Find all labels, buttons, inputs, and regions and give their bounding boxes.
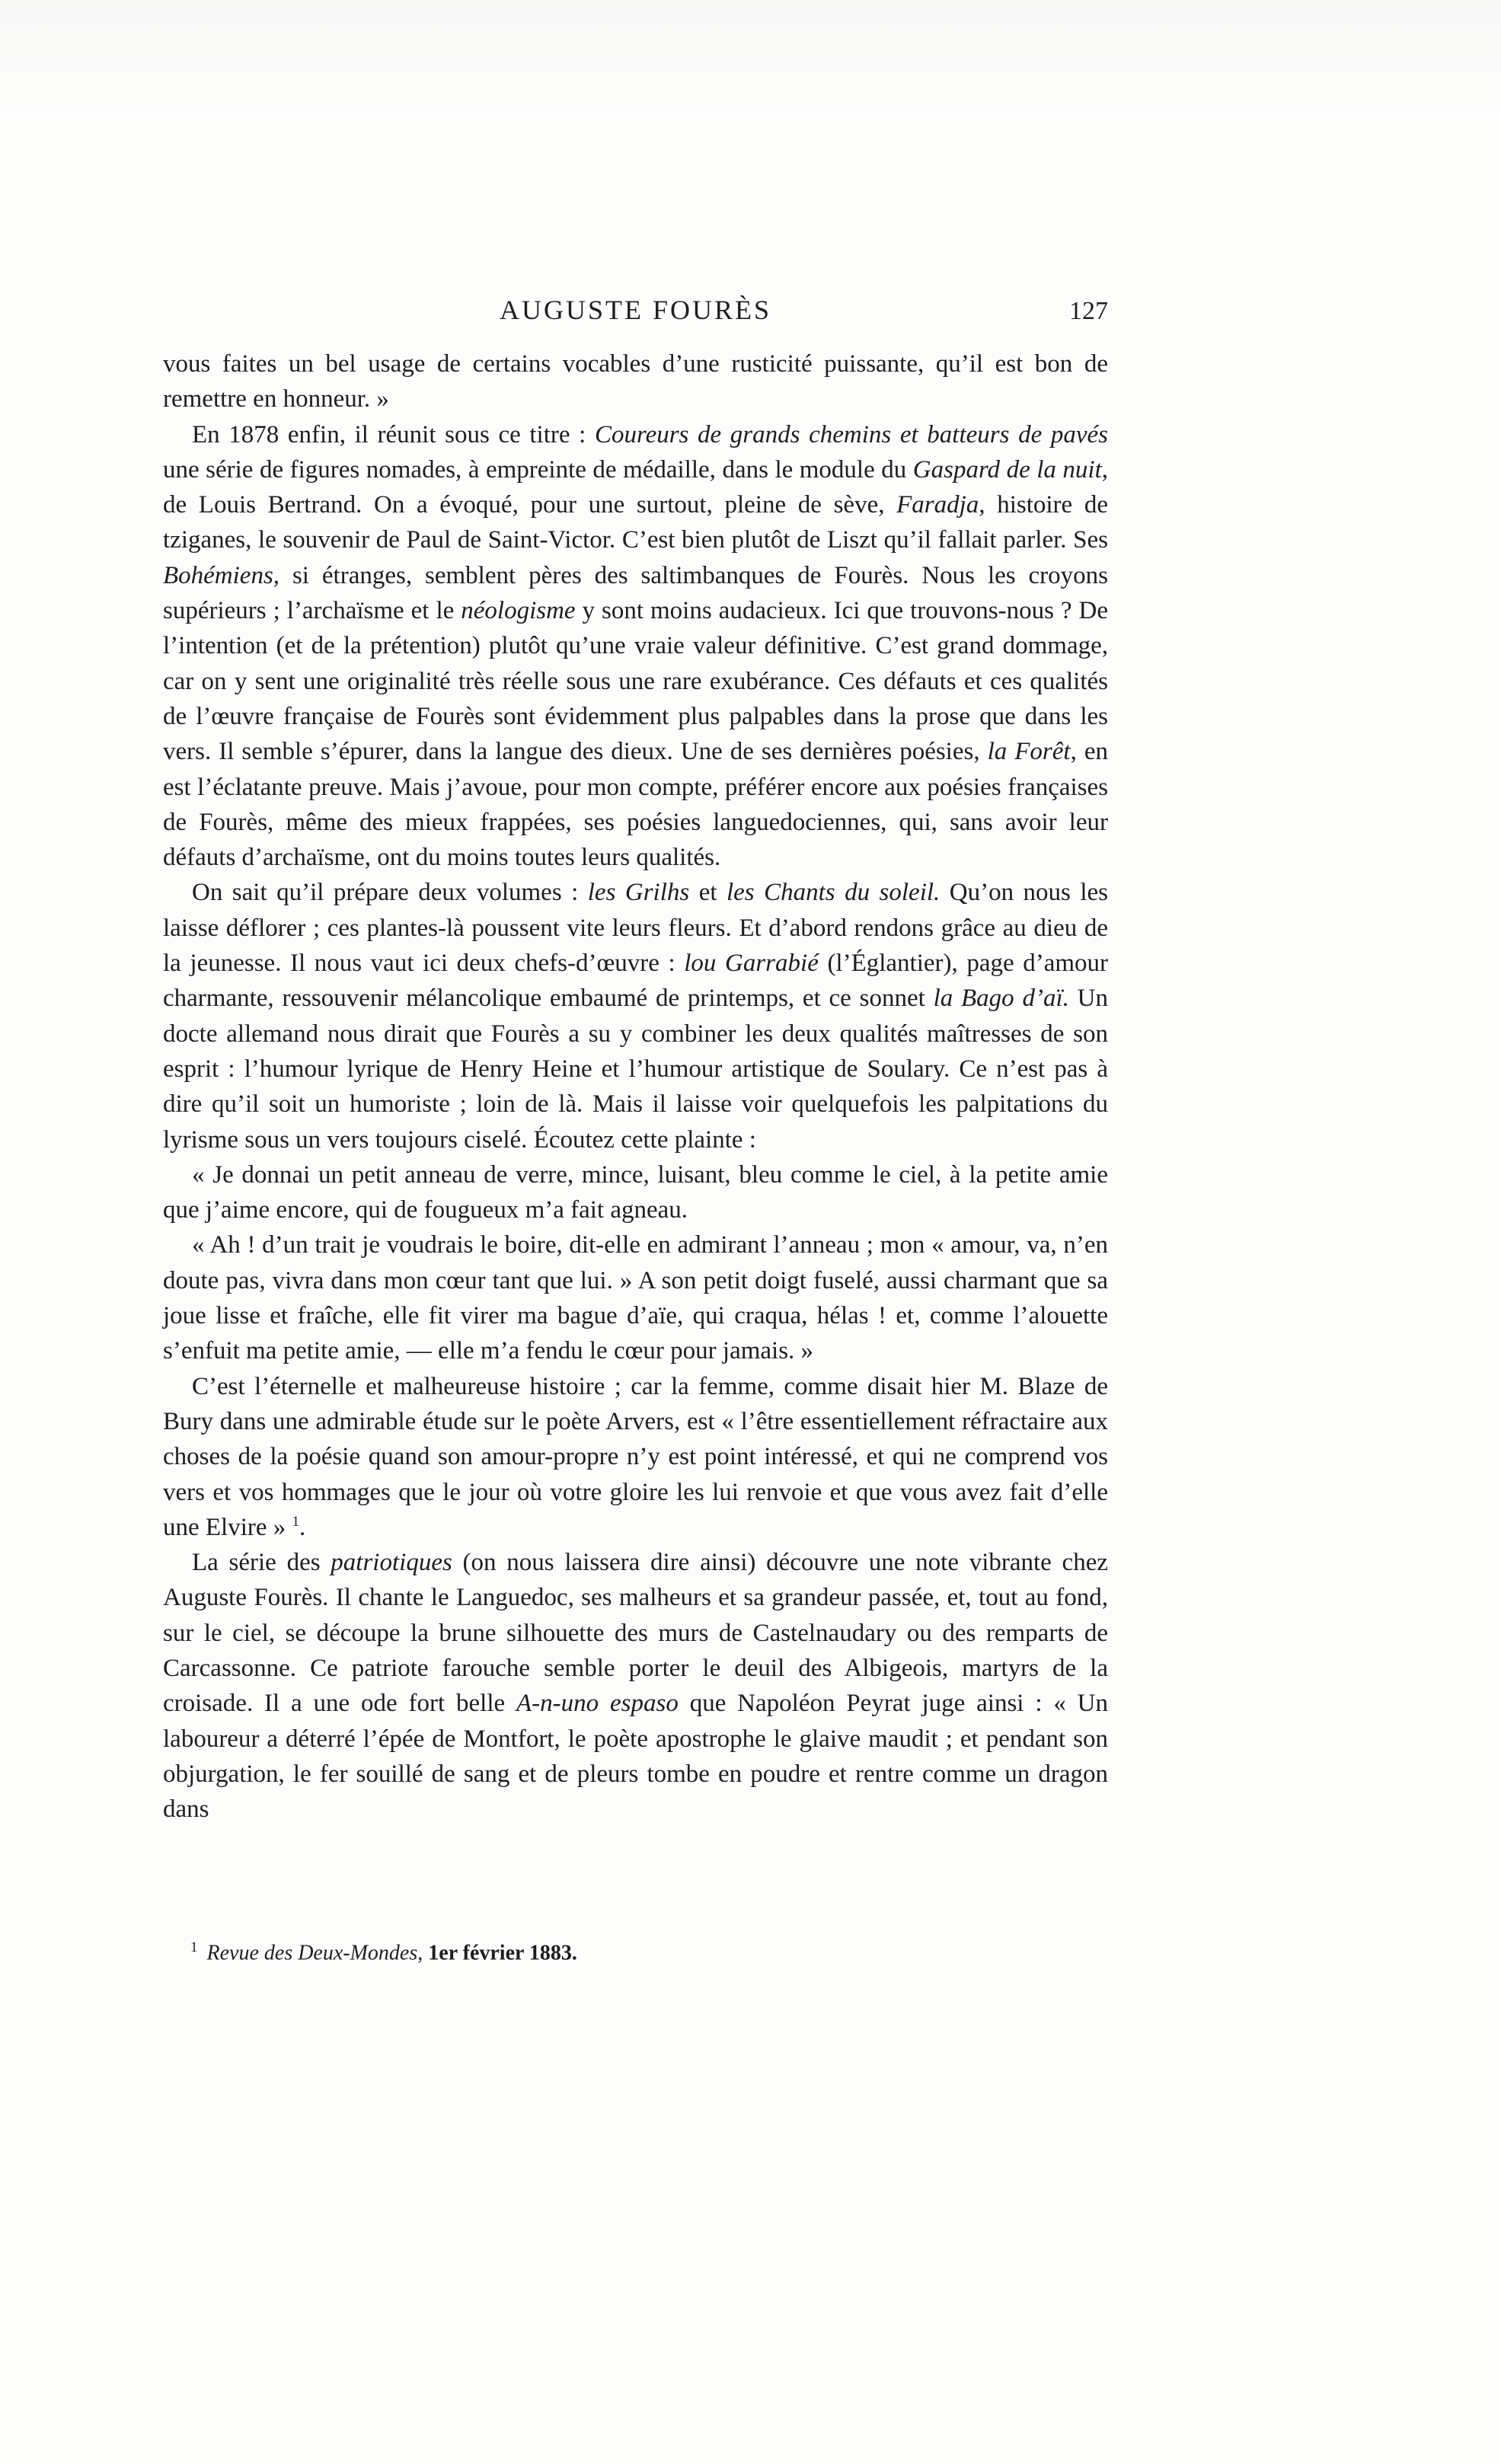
text-run: (l’Églantier), page d’amour charmante, ressouvenir mélancolique embaumé de printemps, et ce sonnet <box>163 950 1109 1013</box>
text-run: La série des <box>192 1549 331 1577</box>
scan-noise <box>0 0 1501 122</box>
body-text <box>163 346 1108 1827</box>
term-neologisme: néologisme <box>461 597 576 625</box>
text-run: , histoire de tziganes, le souvenir de Paul de Saint-Victor. C’est bien plutôt de Liszt qu’il fallait parler. Ses <box>163 491 1108 554</box>
footnote-marker: 1 <box>190 1939 198 1955</box>
title-bago-dai: la Bago d’aï. <box>933 985 1069 1013</box>
paragraph-4 <box>163 1369 1108 1545</box>
text-run: . <box>299 1513 306 1541</box>
term-patriotiques: patriotiques <box>331 1549 452 1577</box>
title-grilhs: les Grilhs <box>587 879 690 907</box>
page-number: 127 <box>1069 297 1108 325</box>
text-run: Qu’on nous les laisse déflorer ; ces plantes-là poussent vite leurs fleurs. Et d’abord rendons grâce au dieu de la jeunesse. Il nous vaut ici deux chefs-d’œuvre : <box>163 879 1108 978</box>
footnote <box>190 1933 1104 1968</box>
title-faradja: Faradja <box>896 491 979 519</box>
running-title: AUGUSTE FOURÈS <box>499 295 772 325</box>
paragraph-5 <box>163 1545 1108 1827</box>
title-chants-du-soleil: les Chants du soleil. <box>726 879 941 907</box>
title-a-n-uno-espaso: A-n-uno espaso <box>516 1690 679 1718</box>
text-run: (on nous laissera dire ainsi) découvre une note vibrante chez Auguste Fourès. Il chante le Languedoc, ses malheurs et sa grandeur passée, et, tout au fond, sur le ciel, se découpe la brune silhouette des murs de Castelnaudary ou des remparts de Carcassonne. Ce patriote farouche semble porter le deuil des Albigeois, martyrs de la croisade. Il a une ode fort belle <box>163 1549 1109 1718</box>
quotation-1: « Je donnai un petit anneau de verre, mince, luisant, bleu comme le ciel, à la petite amie que j’aime encore, qui de fougueux m’a fait agneau. <box>163 1160 1108 1224</box>
paragraph-3 <box>163 875 1108 1157</box>
title-la-foret: la Forêt <box>987 738 1071 766</box>
text-run: , de Louis Bertrand. On a évoqué, pour une surtout, pleine de sève, <box>163 455 1108 519</box>
text-run: y sont moins audacieux. Ici que trouvons-nous ? De l’intention (et de la prétention) plutôt qu’une vraie valeur définitive. C’est grand dommage, car on y sent une originalité très réelle sous une rare exubérance. Ces défauts et ces qualités de l’œuvre française de Fourès sont évidemment plus palpables dans la prose que dans les vers. Il semble s’épurer, dans la langue des dieux. Une de ses dernières poésies, <box>163 597 1108 766</box>
title-bohemiens: Bohémiens, <box>163 561 280 589</box>
title-gaspard: Gaspard de la nuit <box>912 455 1102 484</box>
paragraph-1: vous faites un bel usage de certains vocables d’une rusticité puissante, qu’il est bon de remettre en honneur. » <box>163 350 1108 413</box>
footnote-source: Revue des Deux-Mondes, <box>206 1941 423 1965</box>
text-run: On sait qu’il prépare deux volumes : <box>192 879 588 907</box>
text-run: et <box>689 879 727 907</box>
text-run: En 1878 enfin, il réunit sous ce titre : <box>192 420 595 448</box>
quotation-2: « Ah ! d’un trait je voudrais le boire, dit-elle en admirant l’anneau ; mon « amour, va, n’en doute pas, vivra dans mon cœur tant que lui. » A son petit doigt fuselé, aussi charmant que sa joue lisse et fraîche, elle fit virer ma bague d’aïe, qui craqua, hélas ! et, comme l’alouette s’enfuit ma petite amie, — elle m’a fendu le cœur pour jamais. » <box>163 1231 1108 1365</box>
title-coureurs: Coureurs de grands chemins et batteurs de pavés <box>594 420 1109 448</box>
footnote-reference[interactable]: 1 <box>292 1513 300 1530</box>
text-run: que Napoléon Peyrat juge ainsi : « Un laboureur a déterré l’épée de Montfort, le poète apostrophe le glaive maudit ; et pendant son objurgation, le fer souillé de sang et de pleurs tombe en poudre et rentre comme un dragon dans <box>163 1690 1109 1824</box>
paragraph-2 <box>163 417 1108 876</box>
title-garrabie: lou Garrabié <box>684 950 819 978</box>
text-run: C’est l’éternelle et malheureuse histoire ; car la femme, comme disait hier M. Blaze de Bury dans une admirable étude sur le poète Arvers, est « l’être essentiellement réfractaire aux choses de la poésie quand son amour-propre n’y est point intéressé, et qui ne comprend vos vers et vos hommages que le jour où votre gloire les lui renvoie et que vous avez fait d’elle une Elvire » <box>163 1372 1108 1541</box>
running-head <box>163 291 1108 329</box>
text-run: si étranges, semblent pères des saltimbanques de Fourès. Nous les croyons supérieurs ; l’archaïsme et le <box>163 561 1108 625</box>
text-run: , en est l’éclatante preuve. Mais j’avoue, pour mon compte, préférer encore aux poésies françaises de Fourès, même des mieux frappées, ses poésies languedociennes, qui, sans avoir leur défauts d’archaïsme, ont du moins toutes leurs qualités. <box>163 738 1108 872</box>
footnote-date: 1er février 1883. <box>428 1941 577 1965</box>
text-run: Un docte allemand nous dirait que Fourès a su y combiner les deux qualités maîtresses de son esprit : l’humour lyrique de Henry Heine et l’humour artistique de Soulary. Ce n’est pas à dire qu’il soit un humoriste ; loin de là. Mais il laisse voir quelquefois les palpitations du lyrisme sous un vers toujours ciselé. Écoutez cette plainte : <box>163 985 1108 1154</box>
text-run: une série de figures nomades, à empreinte de médaille, dans le module du <box>163 455 913 484</box>
